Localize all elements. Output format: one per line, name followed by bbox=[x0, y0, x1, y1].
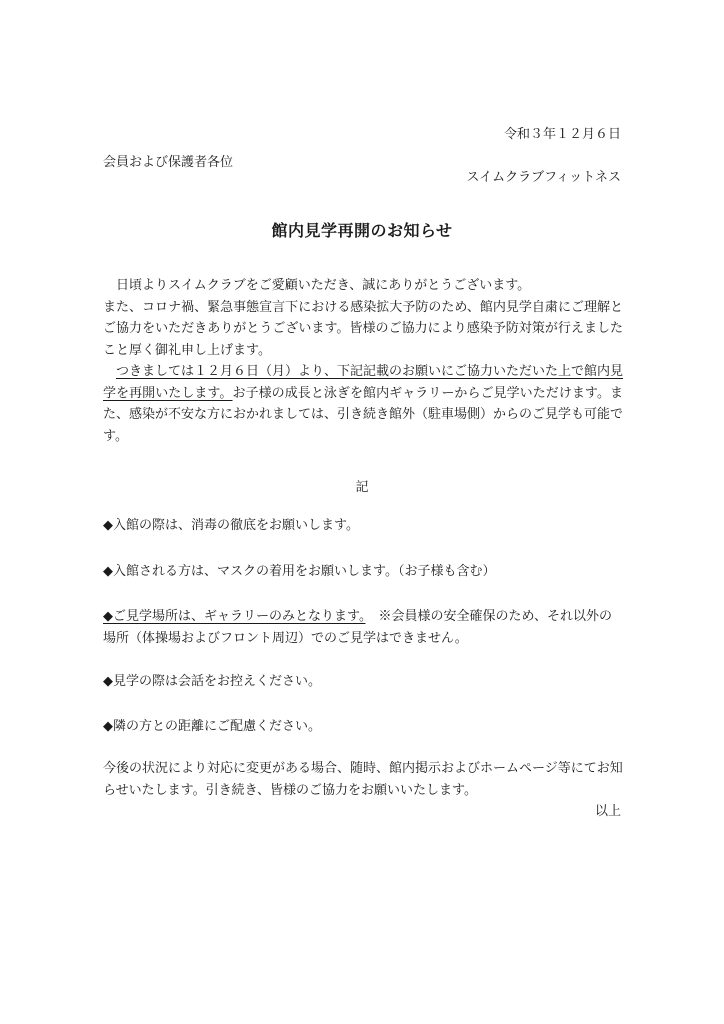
body-paragraph-reopening bbox=[103, 361, 623, 447]
viewing-area-note: ※会員様の安全確保のため、それ以外の場所（体操場およびフロント周辺）でのご見学はできません。 bbox=[103, 609, 612, 646]
reopening-detail-text: お子様の成長と泳ぎを館内ギャラリーからご見学いただけます。また、感染が不安な方におかれましては、引き続き館外（駐車場側）からのご見学も可能です。 bbox=[103, 385, 624, 444]
document-date: 令和３年１２月６日 bbox=[503, 127, 621, 142]
request-item-distance: ◆隣の方との距離にご配慮ください。 bbox=[103, 719, 321, 734]
document-title: 館内見学再開のお知らせ bbox=[271, 221, 453, 240]
body-paragraph-greeting: 日頃よりスイムクラブをご愛顧いただき、誠にありがとうございます。 bbox=[116, 278, 531, 293]
ijou-end-mark: 以上 bbox=[594, 804, 621, 819]
sender-name: スイムクラブフィットネス bbox=[466, 170, 621, 185]
closing-paragraph: 今後の状況により対応に変更がある場合、随時、館内掲示およびホームページ等にてお知らせいたします。引き続き、皆様のご協力をお願いいたします。 bbox=[103, 761, 623, 798]
recipient-line: 会員および保護者各位 bbox=[103, 155, 234, 170]
ki-heading: 記 bbox=[355, 480, 369, 495]
request-item-viewing-area bbox=[103, 606, 623, 649]
request-item-mask: ◆入館される方は、マスクの着用をお願いします。（お子様も含む） bbox=[103, 564, 496, 579]
body-text bbox=[103, 275, 623, 447]
body-paragraph-thanks: また、コロナ禍、緊急事態宣言下における感染拡大予防のため、館内見学自粛にご理解とご協力をいただきありがとうございます。皆様のご協力により感染予防対策が行えましたこと厚く御礼申し上げます。 bbox=[103, 299, 623, 358]
viewing-area-underlined-text: ◆ご見学場所は、ギャラリーのみとなります。 bbox=[103, 609, 366, 624]
request-item-no-talking: ◆見学の際は会話をお控えください。 bbox=[103, 674, 321, 689]
reopening-underlined-text: つきましては１２月６日（月）より、下記記載のお願いにご協力いただいた上で館内見学を再開いたします。 bbox=[103, 364, 624, 401]
request-item-disinfection: ◆入館の際は、消毒の徹底をお願いします。 bbox=[103, 518, 359, 533]
